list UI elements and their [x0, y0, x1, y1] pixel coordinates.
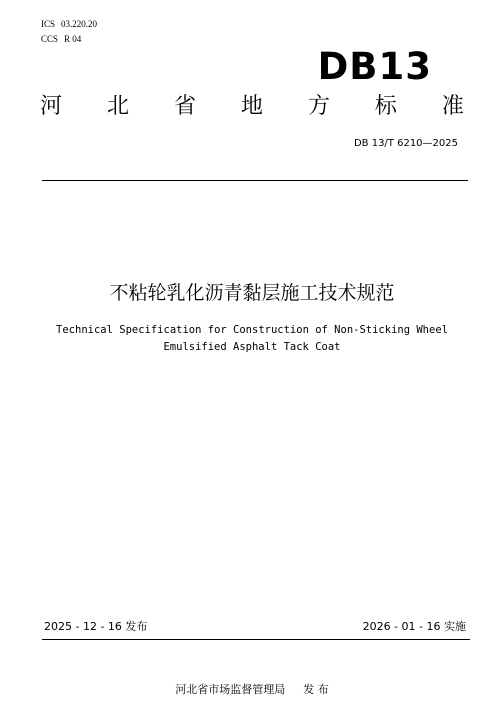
- db13-logo: DB13: [317, 45, 432, 88]
- classification-codes: [41, 17, 97, 47]
- ics-code: 03.220.20: [61, 19, 98, 29]
- english-title-line-1: Technical Specification for Construction of Non-Sticking Wheel: [56, 324, 448, 336]
- document-title-chinese: 不粘轮乳化沥青黏层施工技术规范: [109, 282, 395, 304]
- english-title-line-2: Emulsified Asphalt Tack Coat: [163, 341, 341, 353]
- ics-line: [41, 17, 97, 32]
- ccs-label: CCS: [41, 34, 59, 44]
- ics-label: ICS: [41, 19, 56, 29]
- publisher-name: 河北省市场监督管理局: [175, 683, 286, 696]
- standard-title-char: 省: [173, 94, 196, 119]
- standard-title-char: 准: [441, 94, 464, 119]
- publisher-line: [0, 682, 504, 698]
- standard-title-char: 方: [307, 94, 330, 119]
- standard-title-char: 标: [374, 94, 397, 119]
- document-title-english: [0, 322, 504, 356]
- implementation-date: 2026 - 01 - 16 实施: [362, 620, 466, 633]
- ccs-code: R 04: [64, 34, 82, 44]
- standard-title-char: 北: [106, 94, 129, 119]
- publisher-action: 发 布: [303, 683, 329, 696]
- standard-title-char: 地: [240, 94, 263, 119]
- issue-date: 2025 - 12 - 16 发布: [44, 620, 148, 633]
- standard-category-title: [40, 92, 464, 122]
- ccs-line: [41, 32, 97, 47]
- header-divider: [42, 180, 468, 181]
- standard-title-char: 河: [40, 94, 63, 119]
- standard-number: DB 13/T 6210—2025: [353, 138, 458, 149]
- footer-divider: [42, 639, 470, 640]
